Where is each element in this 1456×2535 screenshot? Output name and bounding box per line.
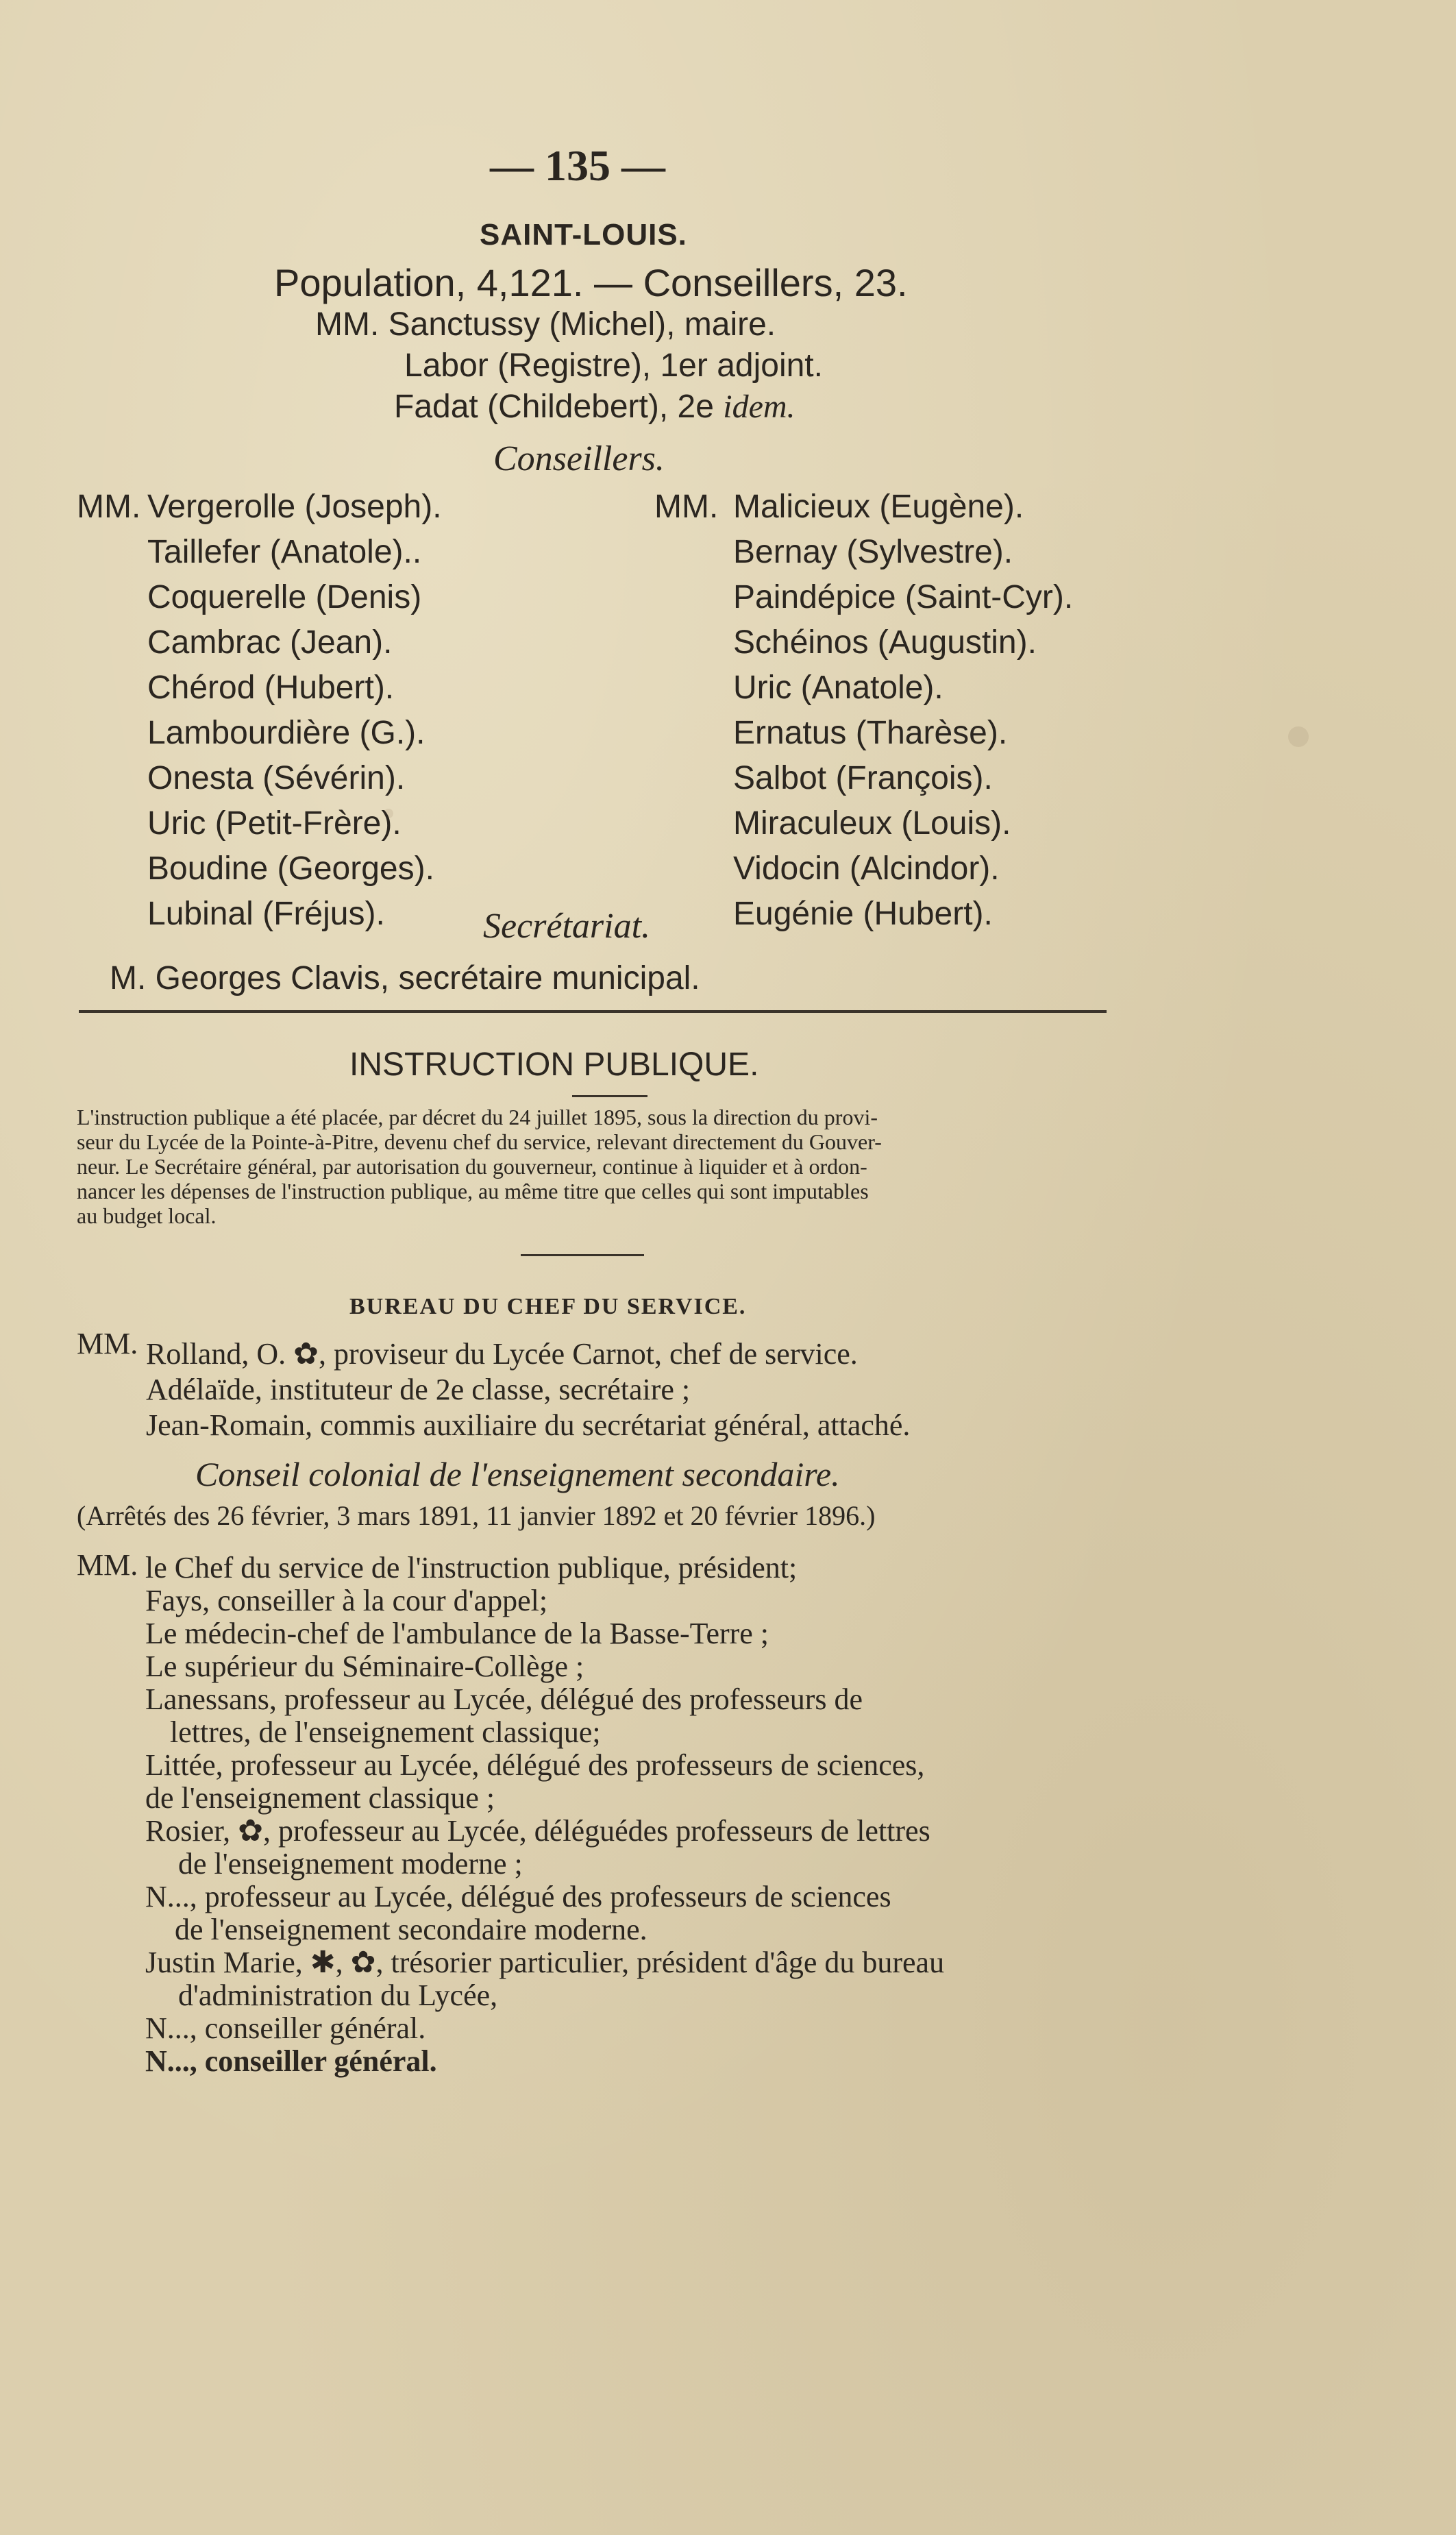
conseil-colonial-heading: Conseil colonial de l'enseignement secondaire. (195, 1455, 840, 1493)
council-member-right: Uric (Anatole). (733, 670, 943, 706)
instruction-paragraph-line: L'instruction publique a été placée, par décret du 24 juillet 1895, sous la direction du provi- (77, 1105, 878, 1129)
adjoint-name: Fadat (Childebert), 2e (394, 389, 724, 425)
secretariat-heading: Secrétariat. (483, 907, 651, 946)
instruction-paragraph-line: seur du Lycée de la Pointe-à-Pitre, devenu chef du service, relevant directement du Gouver- (77, 1129, 882, 1154)
adjoint-line (394, 388, 795, 426)
council-member-right: Miraculeux (Louis). (733, 805, 1011, 842)
council-member-left: Vergerolle (Joseph). (147, 489, 442, 525)
conseil-prefix: MM. (77, 1548, 138, 1582)
conseil-member-line: N..., conseiller général. (145, 2011, 426, 2045)
population-line: Population, 4,121. — Conseillers, 23. (274, 261, 908, 304)
conseil-member-line: Rosier, ✿, professeur au Lycée, déléguédes professeurs de lettres (145, 1814, 930, 1848)
adjoint-line: Labor (Registre), 1er adjoint. (404, 347, 823, 384)
council-member-left: Lubinal (Fréjus). (147, 896, 385, 932)
instruction-paragraph-line: nancer les dépenses de l'instruction publique, au même titre que celles qui sont imputables (77, 1179, 869, 1203)
conseil-member-line: Lanessans, professeur au Lycée, délégué des professeurs de (145, 1682, 863, 1716)
bureau-heading: BUREAU DU CHEF DU SERVICE. (349, 1294, 747, 1319)
paper-stain (1288, 726, 1309, 747)
conseil-member-line: Le médecin-chef de l'ambulance de la Basse-Terre ; (145, 1617, 769, 1650)
left-column-prefix: MM. (77, 489, 141, 525)
conseil-member-line: Fays, conseiller à la cour d'appel; (145, 1584, 548, 1617)
conseil-member-line: le Chef du service de l'instruction publique, président; (145, 1551, 798, 1584)
short-rule (521, 1254, 644, 1256)
council-member-left: Boudine (Georges). (147, 850, 434, 887)
instruction-heading: INSTRUCTION PUBLIQUE. (349, 1046, 759, 1083)
right-column-prefix: MM. (654, 489, 719, 525)
conseil-member-line: Littée, professeur au Lycée, délégué des professeurs de sciences, (145, 1748, 925, 1782)
section-rule (79, 1010, 1107, 1013)
conseil-member-line: d'administration du Lycée, (178, 1979, 498, 2012)
council-member-right: Bernay (Sylvestre). (733, 534, 1013, 570)
council-member-left: Lambourdière (G.). (147, 715, 425, 751)
council-member-right: Ernatus (Tharèse). (733, 715, 1008, 751)
council-member-left: Cambrac (Jean). (147, 624, 393, 661)
council-member-left: Taillefer (Anatole).. (147, 534, 422, 570)
page-number: — 135 — (490, 141, 665, 190)
council-member-right: Salbot (François). (733, 760, 993, 796)
conseillers-heading: Conseillers. (493, 439, 665, 478)
bureau-member: Adélaïde, instituteur de 2e classe, secrétaire ; (146, 1373, 691, 1406)
instruction-paragraph-line: neur. Le Secrétaire général, par autorisation du gouverneur, continue à liquider et à ordon- (77, 1154, 867, 1179)
short-rule (572, 1095, 647, 1097)
conseil-member-line: de l'enseignement moderne ; (178, 1847, 523, 1881)
council-member-left: Uric (Petit-Frère). (147, 805, 402, 842)
bureau-member: Jean-Romain, commis auxiliaire du secrétariat général, attaché. (146, 1408, 911, 1442)
bureau-prefix: MM. (77, 1327, 138, 1360)
council-member-right: Vidocin (Alcindor). (733, 850, 1000, 887)
secretariat-line: M. Georges Clavis, secrétaire municipal. (110, 960, 700, 996)
council-member-left: Chérod (Hubert). (147, 670, 395, 706)
conseil-member-line: de l'enseignement classique ; (145, 1781, 495, 1815)
conseil-member-line: Justin Marie, ✱, ✿, trésorier particulier, président d'âge du bureau (145, 1946, 945, 1979)
bureau-member: Rolland, O. ✿, proviseur du Lycée Carnot, chef de service. (146, 1337, 858, 1371)
conseil-member-line: Le supérieur du Séminaire-Collège ; (145, 1650, 584, 1683)
conseil-member-line: de l'enseignement secondaire moderne. (175, 1913, 647, 1946)
instruction-paragraph-line: au budget local. (77, 1203, 217, 1228)
council-member-right: Paindépice (Saint-Cyr). (733, 579, 1074, 615)
arretes-line: (Arrêtés des 26 février, 3 mars 1891, 11 janvier 1892 et 20 février 1896.) (77, 1500, 876, 1531)
council-member-right: Malicieux (Eugène). (733, 489, 1024, 525)
town-name: SAINT-LOUIS. (480, 218, 687, 252)
adjoint-role: idem. (723, 389, 795, 425)
mayor-line: MM. Sanctussy (Michel), maire. (315, 306, 776, 343)
conseil-member-line: N..., conseiller général. (145, 2044, 437, 2078)
conseil-member-line: lettres, de l'enseignement classique; (170, 1715, 601, 1749)
conseil-member-line: N..., professeur au Lycée, délégué des professeurs de sciences (145, 1880, 891, 1913)
council-member-left: Coquerelle (Denis) (147, 579, 422, 615)
council-member-left: Onesta (Sévérin). (147, 760, 406, 796)
council-member-right: Eugénie (Hubert). (733, 896, 993, 932)
council-member-right: Schéinos (Augustin). (733, 624, 1037, 661)
